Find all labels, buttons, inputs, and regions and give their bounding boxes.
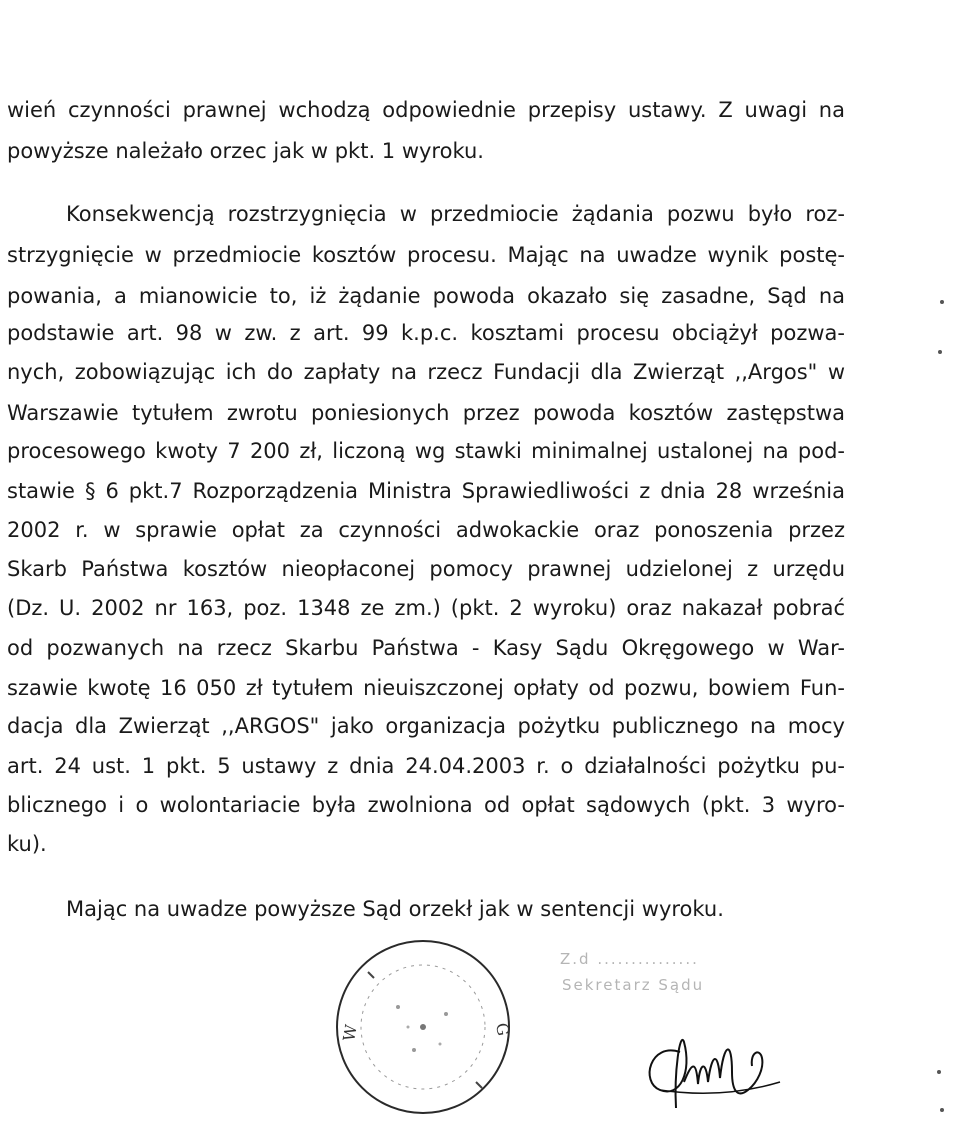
- text-line: Warszawie tytułem zwrotu poniesionych przez powoda kosztów zastępstwa: [7, 401, 845, 425]
- scan-speck: [940, 300, 944, 304]
- text-line: procesowego kwoty 7 200 zł, liczoną wg stawki minimalnej ustalonej na pod-: [7, 439, 845, 463]
- text-line: powyższe należało orzec jak w pkt. 1 wyroku.: [7, 139, 484, 163]
- text-line: 2002 r. w sprawie opłat za czynności adwokackie oraz ponoszenia przez: [7, 518, 845, 542]
- text-line: szawie kwotę 16 050 zł tytułem nieuiszczonej opłaty od pozwu, bowiem Fun-: [7, 676, 845, 700]
- text-line: Skarb Państwa kosztów nieopłaconej pomocy prawnej udzielonej z urzędu: [7, 557, 845, 581]
- text-line: strzygnięcie w przedmiocie kosztów procesu. Mając na uwadze wynik postę-: [7, 243, 845, 267]
- text-line: nych, zobowiązując ich do zapłaty na rzecz Fundacji dla Zwierząt ,,Argos" w: [7, 360, 845, 384]
- scan-speck: [940, 1108, 944, 1112]
- text-line: dacja dla Zwierząt ,,ARGOS" jako organizacja pożytku publicznego na mocy: [7, 714, 845, 738]
- text-line: stawie § 6 pkt.7 Rozporządzenia Ministra Sprawiedliwości z dnia 28 września: [7, 479, 845, 503]
- scan-speck: [937, 1070, 941, 1074]
- svg-text:W: W: [339, 1023, 361, 1043]
- closing-sentence: Mając na uwadze powyższe Sąd orzekł jak w sentencji wyroku.: [66, 897, 724, 921]
- text-line: podstawie art. 98 w zw. z art. 99 k.p.c. kosztami procesu obciążył pozwa-: [7, 321, 845, 345]
- clerk-note-line1: Z.d ...............: [560, 950, 699, 968]
- text-line: (Dz. U. 2002 nr 163, poz. 1348 ze zm.) (pkt. 2 wyroku) oraz nakazał pobrać: [7, 596, 845, 620]
- text-line: art. 24 ust. 1 pkt. 5 ustawy z dnia 24.04.2003 r. o działalności pożytku pu-: [7, 754, 845, 778]
- text-line: od pozwanych na rzecz Skarbu Państwa - Kasy Sądu Okręgowego w War-: [7, 636, 845, 660]
- text-line: blicznego i o wolontariacie była zwolniona od opłat sądowych (pkt. 3 wyro-: [7, 793, 845, 817]
- scan-speck: [938, 350, 942, 354]
- svg-text:G: G: [492, 1021, 513, 1038]
- text-line: ku).: [7, 832, 47, 856]
- text-line: wień czynności prawnej wchodzą odpowiednie przepisy ustawy. Z uwagi na: [7, 98, 845, 122]
- signature-icon: [640, 1012, 800, 1122]
- court-seal-icon: [328, 932, 518, 1122]
- paragraph-start-line: Konsekwencją rozstrzygnięcia w przedmiocie żądania pozwu było roz-: [66, 202, 845, 226]
- clerk-note-line2: Sekretarz Sądu: [562, 976, 705, 994]
- text-line: powania, a mianowicie to, iż żądanie powoda okazało się zasadne, Sąd na: [7, 284, 845, 308]
